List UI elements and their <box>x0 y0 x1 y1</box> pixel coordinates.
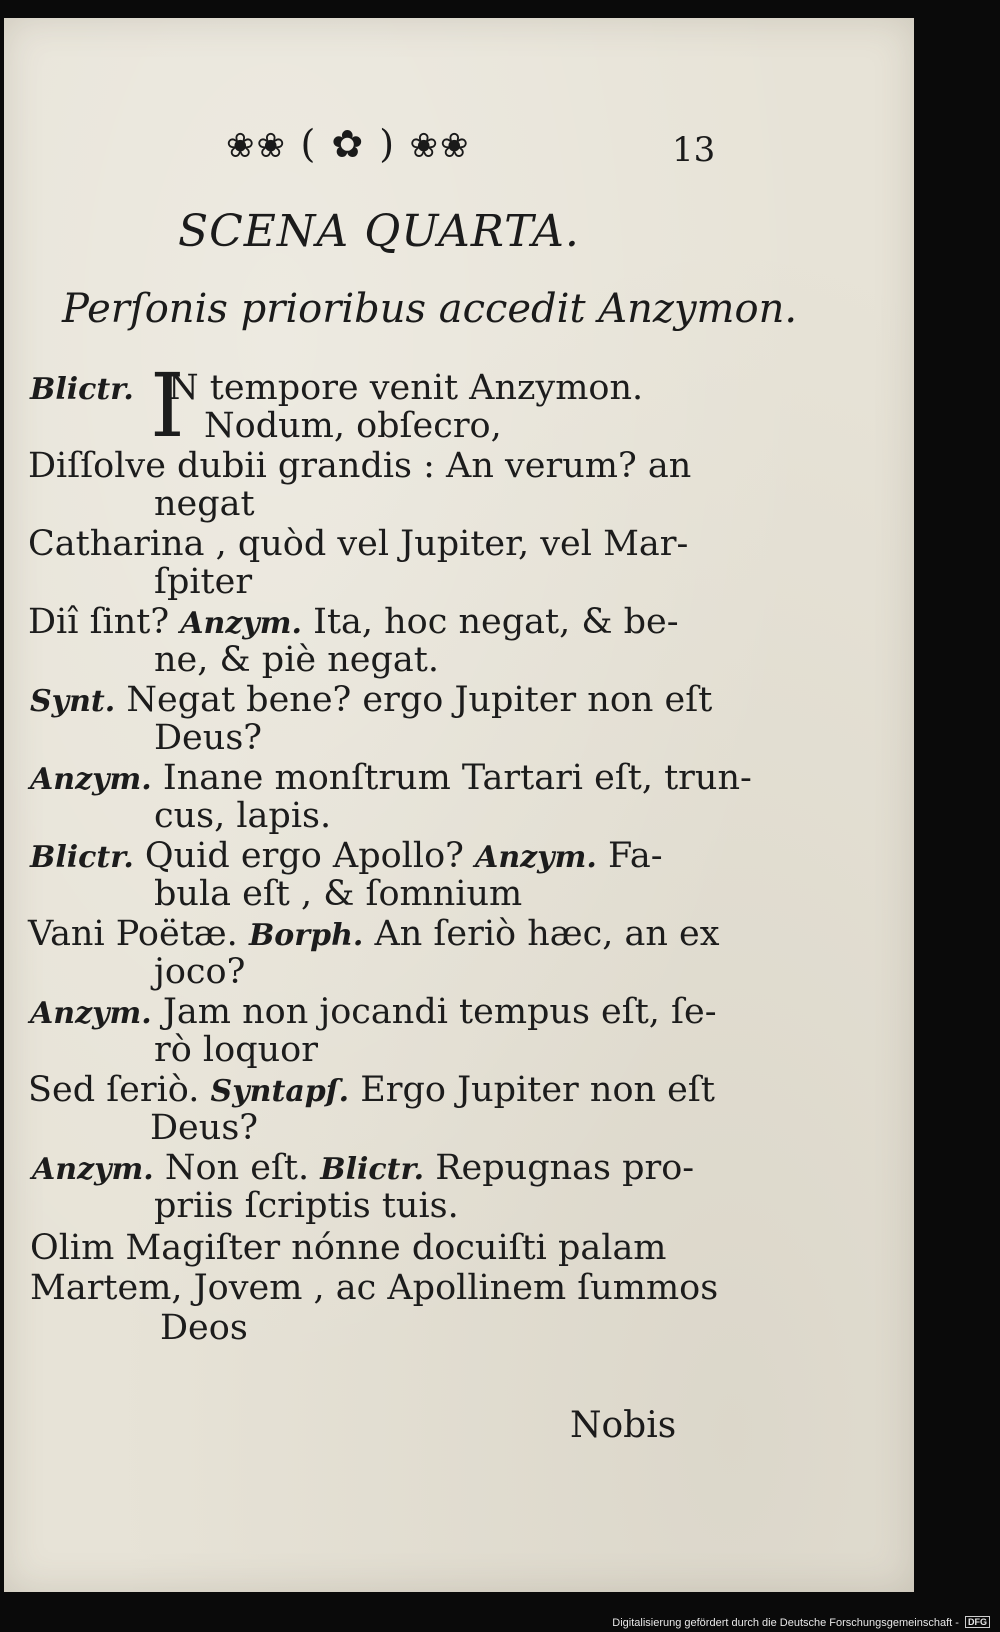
dialogue-line <box>30 758 752 800</box>
dialogue-line: Martem, Jovem , ac Apollinem ſummos <box>30 1268 719 1308</box>
dialogue-line <box>32 1148 694 1190</box>
book-page <box>4 18 914 1592</box>
dfg-logo-icon: DFG <box>965 1616 990 1628</box>
speaker-label: Anzym. <box>30 996 152 1031</box>
speaker-label: Borph. <box>248 918 364 953</box>
dialogue-line: negat <box>154 484 255 524</box>
speaker-label: Anzym. <box>30 762 152 797</box>
line-text: Sed ſeriò. <box>28 1070 200 1110</box>
dialogue-line: Olim Magiſter nónne docuiſti palam <box>30 1228 667 1268</box>
dialogue-line: cus, lapis. <box>154 796 332 836</box>
dialogue-line: Deus? <box>150 1108 259 1148</box>
line-text: Jam non jocandi tempus eſt, ſe- <box>162 992 717 1032</box>
dialogue-line: ſpiter <box>154 562 253 602</box>
ornament-right-icon: ❀❀ <box>409 126 471 166</box>
page-number: 13 <box>672 130 716 170</box>
line-text: Repugnas pro- <box>435 1148 695 1188</box>
scene-title: SCENA QUARTA. <box>178 206 580 257</box>
drop-cap: I <box>150 354 185 457</box>
ornament-center: ( ✿ ) <box>300 122 397 166</box>
speaker-label: Synt. <box>30 684 116 719</box>
speaker-label: Blictr. <box>320 1152 425 1187</box>
dialogue-line: Deos <box>160 1308 248 1348</box>
line-text: Ergo Jupiter non eſt <box>360 1070 715 1110</box>
speaker-label: Anzym. <box>32 1152 154 1187</box>
dialogue-line: Catharina , quòd vel Jupiter, vel Mar- <box>28 524 689 564</box>
header-ornament <box>226 122 471 166</box>
credit-text: Digitalisierung gefördert durch die Deutsche Forschungsgemeinschaft - <box>612 1617 959 1629</box>
dialogue-line: Deus? <box>154 718 263 758</box>
line-text: Vani Poëtæ. <box>28 914 238 954</box>
dialogue-line: joco? <box>154 952 246 992</box>
ornament-left-icon: ❀❀ <box>226 126 287 166</box>
line-text: Inane monſtrum Tartari eſt, trun- <box>162 758 752 798</box>
speaker-label: Anzym. <box>180 606 302 641</box>
dialogue-line: rò loquor <box>154 1030 318 1070</box>
stage-direction: Perſonis prioribus accedit Anzymon. <box>62 286 798 332</box>
line-text: Ita, hoc negat, & be- <box>313 602 679 642</box>
dialogue-line: priis ſcriptis tuis. <box>154 1186 459 1226</box>
dialogue-line <box>30 836 663 878</box>
line-text: Non eſt. <box>164 1148 310 1188</box>
dialogue-line: Diſſolve dubii grandis : An verum? an <box>28 446 692 486</box>
dialogue-line: N tempore venit Anzymon. <box>168 368 644 408</box>
dialogue-line <box>28 914 720 956</box>
line-text: Diî ſint? <box>28 602 170 642</box>
catchword: Nobis <box>570 1405 677 1446</box>
line-text: An ſeriò hæc, an ex <box>374 914 720 954</box>
line-text: Fa- <box>607 836 663 876</box>
line-text: Negat bene? ergo Jupiter non eſt <box>126 680 713 720</box>
line-text: Quid ergo Apollo? <box>144 836 464 876</box>
dialogue-line <box>28 1070 715 1112</box>
digitization-credit <box>612 1616 990 1629</box>
dialogue-line: bula eſt , & ſomnium <box>154 874 523 914</box>
dialogue-line <box>30 368 134 410</box>
speaker-label: Anzym. <box>475 840 597 875</box>
dialogue-line <box>28 602 679 644</box>
dialogue-line: ne, & piè negat. <box>154 640 439 680</box>
speaker-label: Blictr. <box>30 372 134 407</box>
dialogue-line <box>30 992 717 1034</box>
speaker-label: Syntapſ. <box>210 1074 350 1109</box>
dialogue-line <box>30 680 712 722</box>
dialogue-line: Nodum, obſecro, <box>204 406 502 446</box>
speaker-label: Blictr. <box>30 840 134 875</box>
